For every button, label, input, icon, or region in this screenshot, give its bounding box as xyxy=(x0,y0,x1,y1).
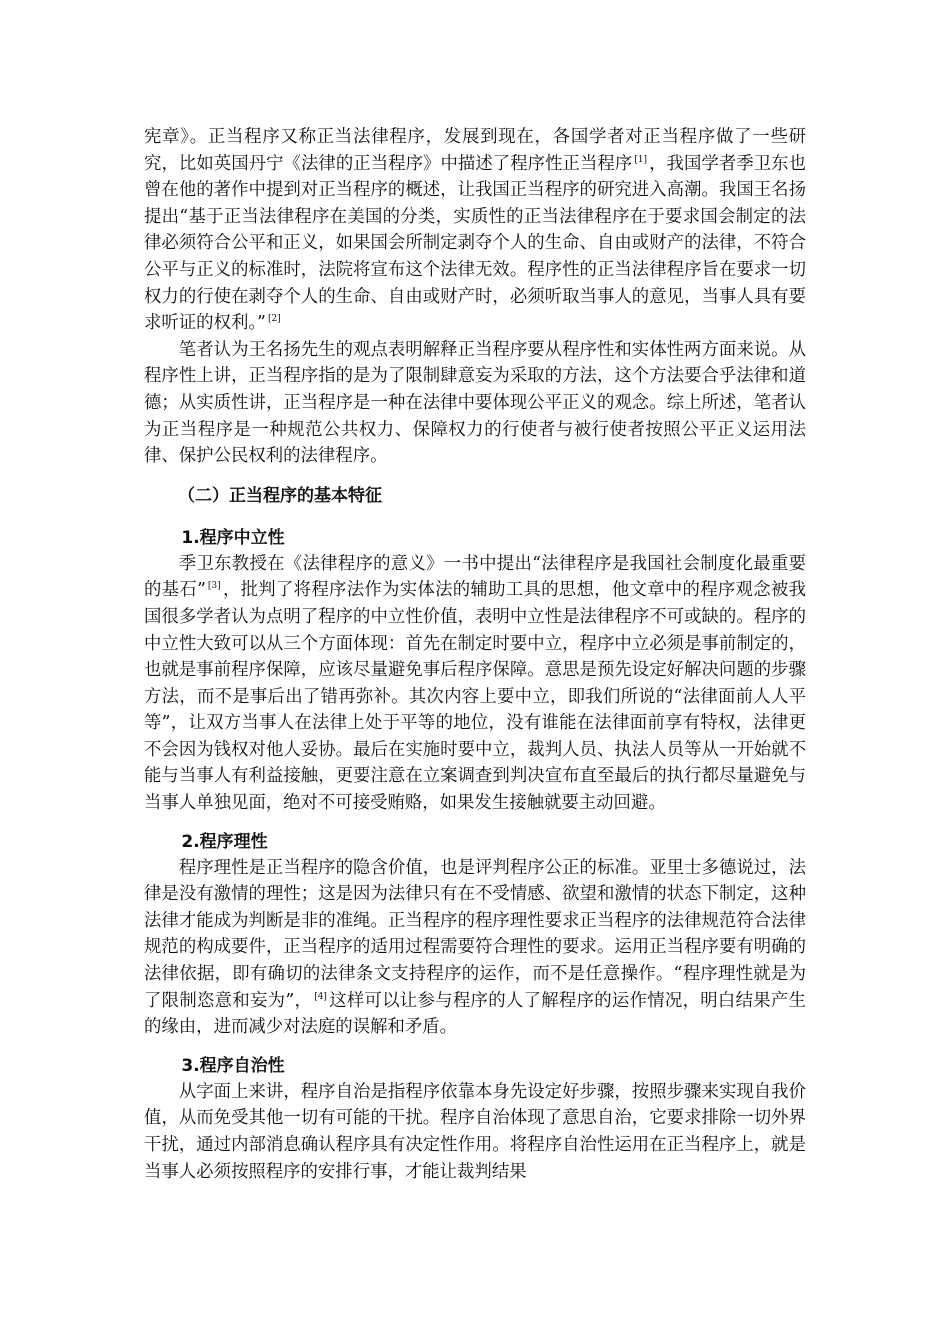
citation-ref: [1] xyxy=(634,154,648,165)
subsection-heading-2: 2.程序理性 xyxy=(181,831,268,852)
paragraph-autonomy: 从字面上来讲，程序自治是指程序依靠本身先设定好步骤，按照步骤来实现自我价值，从而免受其他一切有可能的干扰。程序自治体现了意思自治，它要求排除一切外界干扰，通过内部消息确认程序具有决定性作用。将程序自治性运用在正当程序上，就是当事人必须按照程序的安排行事，才能让裁判结果 xyxy=(144,1081,806,1182)
paragraph-author-view: 笔者认为王名扬先生的观点表明解释正当程序要从程序性和实体性两方面来说。从程序性上讲，正当程序指的是为了限制肆意妄为采取的方法，这个方法要合乎法律和道德；从实质性讲，正当程序是一种在法律中要体现公平正义的观念。综上所述，笔者认为正当程序是一种规范公共权力、保障权力的行使者与被行使者按照公平正义运用法律、保护公民权利的法律程序。 xyxy=(144,339,806,467)
citation-ref: [4] xyxy=(314,991,327,1002)
document-page xyxy=(144,124,806,1185)
paragraph-text: ，批判了将程序法作为实体法的辅助工具的思想，他文章中的程序观念被我国很多学者认为点明了程序的中立性价值，表明中立性是法律程序不可或缺的。程序的中立性大致可以从三个方面体现：首先在制定时要中立，程序中立必须是事前制定的，也就是事前程序保障，应该尽量避免事后程序保障。意思是预先设定好解决问题的步骤方法，而不是事后出了错再弥补。其次内容上要中立，即我们所说的“法律面前人人平等”，让双方当事人在法律上处于平等的地位，没有谁能在法律面前享有特权，法律更不会因为钱权对他人妥协。最后在实施时要中立，裁判人员、执法人员等从一开始就不能与当事人有利益接触，更要注意在立案调查到判决宣布直至最后的执行都尽量避免与当事人单独见面，绝对不可接受贿赂，如果发生接触就要主动回避。 xyxy=(144,580,806,814)
paragraph-text: ，我国学者季卫东也曾在他的著作中提到对正当程序的概述，让我国正当程序的研究进入高潮。我国王名扬提出“基于正当法律程序在美国的分类，实质性的正当法律程序在于要求国会制定的法律必须符合公平和正义，如果国会所制定剥夺个人的生命、自由或财产的法律，不符合公平与正义的标准时，法院将宣布这个法律无效。程序性的正当法律程序旨在要求一切权力的行使在剥夺个人的生命、自由或财产时，必须听取当事人的意见，当事人具有要求听证的权利。” xyxy=(144,153,806,334)
paragraph-text: 宪章》。正当程序又称正当法律程序，发展到现在，各国学者对正当程序做了一些研究，比如英国丹宁《法律的正当程序》中描述了程序性正当程序 xyxy=(144,127,806,174)
subsection-heading-1: 1.程序中立性 xyxy=(181,527,285,548)
paragraph-rationality xyxy=(144,855,806,1041)
paragraph-neutrality xyxy=(144,551,806,817)
paragraph-text: 程序理性是正当程序的隐含价值，也是评判程序公正的标准。亚里士多德说过，法律是没有激情的理性；这是因为法律只有在不受情感、欲望和激情的状态下制定，这种法律才能成为判断是非的准绳。正当程序的程序理性要求正当程序的法律规范符合法律规范的构成要件，正当程序的适用过程需要符合理性的要求。运用正当程序要有明确的法律依据，即有确切的法律条文支持程序的运作，而不是任意操作。“程序理性就是为了限制恣意和妄为”， xyxy=(144,857,806,1011)
subsection-heading-3: 3.程序自治性 xyxy=(181,1055,285,1076)
paragraph-continuation xyxy=(144,124,806,337)
section-heading: （二）正当程序的基本特征 xyxy=(178,485,382,506)
citation-ref: [2] xyxy=(267,314,281,325)
citation-ref: [3] xyxy=(207,581,221,592)
paragraph-text: 季卫东教授在《法律程序的意义》一书中提出“法律程序是我国社会制度化最重要的基石” xyxy=(144,553,806,601)
paragraph-text: 这样可以让参与程序的人了解程序的运作情况，明白结果产生的缘由，进而减少对法庭的误解和矛盾。 xyxy=(144,990,806,1038)
